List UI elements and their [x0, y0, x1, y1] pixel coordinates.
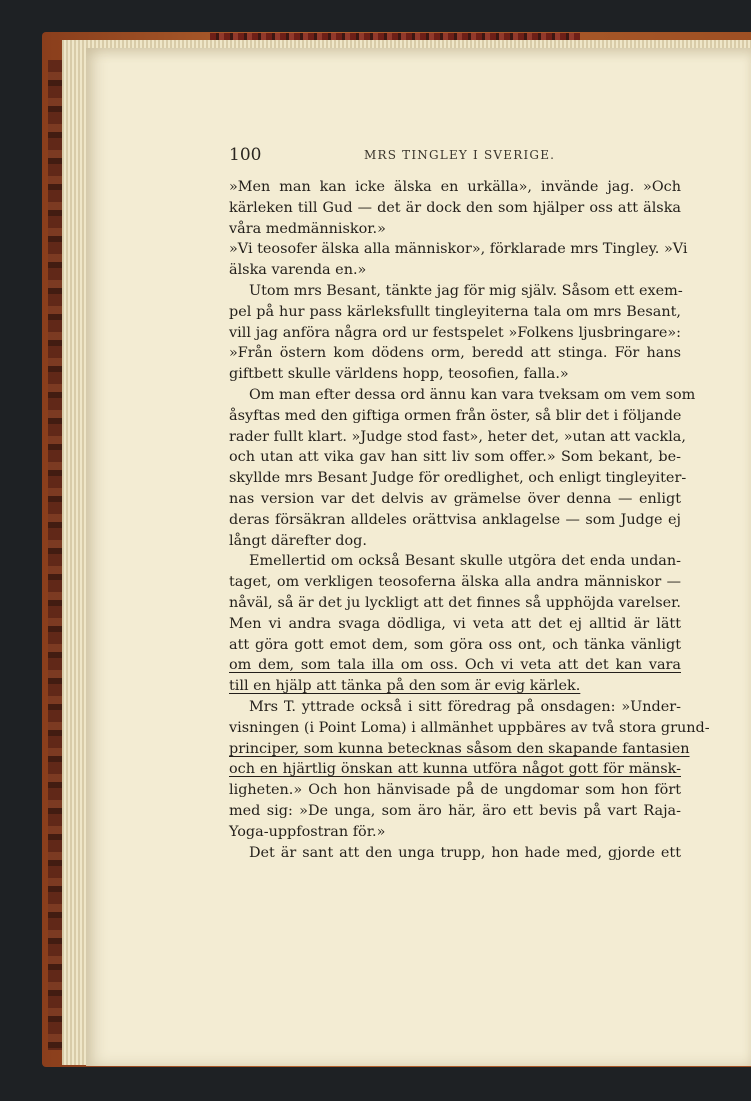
text-line: taget, om verkligen teosoferna älska alla andra människor —: [229, 574, 681, 591]
text-line: Emellertid om också Besant skulle utgöra det enda undan-: [249, 553, 681, 570]
book-spine: [48, 60, 62, 1050]
text-line: deras försäkran alldeles orättvisa anklagelse — som Judge ej: [229, 511, 681, 528]
text-line: älska varenda en.»: [229, 262, 367, 279]
text-line: pel på hur pass kärleksfullt tingleyiterna tala om mrs Besant,: [229, 303, 681, 320]
text-line: ligheten.» Och hon hänvisade på de ungdomar som hon fört: [229, 782, 681, 799]
text-line: och utan att vika gav han sitt liv som offer.» Som bekant, be-: [229, 449, 681, 466]
text-line: om dem, som tala illa om oss. Och vi veta att det kan vara: [229, 657, 681, 674]
running-title: MRS TINGLEY I SVERIGE.: [364, 148, 556, 162]
text-line: visningen (i Point Loma) i allmänhet uppbäres av två stora grund-: [229, 719, 710, 736]
text-line: våra medmänniskor.»: [229, 220, 386, 237]
text-line: kärleken till Gud — det är dock den som hjälper oss att älska: [229, 199, 681, 216]
text-line: »Från östern kom dödens orm, beredd att stinga. För hans: [229, 345, 681, 362]
text-line: »Men man kan icke älska en urkälla», invände jag. »Och: [229, 179, 681, 195]
text-line: Yoga-uppfostran för.»: [229, 823, 386, 840]
text-line: nas version var det delvis av grämelse över denna — enligt: [229, 490, 681, 507]
text-line: giftbett skulle världens hopp, teosofien, falla.»: [229, 366, 569, 383]
text-line: långt därefter dog.: [229, 532, 367, 549]
text-line: med sig: »De unga, som äro här, äro ett bevis på vart Raja-: [229, 802, 681, 819]
text-line: rader fullt klart. »Judge stod fast», heter det, »utan att vackla,: [229, 428, 686, 445]
text-line: att göra gott emot dem, som göra oss ont, och tänka vänligt: [229, 636, 681, 653]
text-line: nåväl, så är det ju lyckligt att det finnes så upphöjda varelser.: [229, 594, 681, 611]
text-line: Mrs T. yttrade också i sitt föredrag på onsdagen: »Under-: [249, 698, 681, 715]
text-line: och en hjärtlig önskan att kunna utföra något gott för mänsk-: [229, 761, 681, 778]
text-line: skyllde mrs Besant Judge för oredlighet, och enligt tingleyiter-: [229, 470, 687, 487]
text-line: Utom mrs Besant, tänkte jag för mig själv. Såsom ett exem-: [249, 282, 683, 299]
running-head: [229, 145, 684, 167]
text-line: Om man efter dessa ord ännu kan vara tveksam om vem som: [249, 386, 696, 403]
text-line: »Vi teosofer älska alla människor», förklarade mrs Tingley. »Vi: [229, 241, 688, 258]
text-line: principer, som kunna betecknas såsom den skapande fantasien: [229, 740, 690, 757]
text-line: vill jag anföra några ord ur festspelet »Folkens ljusbringare»:: [229, 324, 681, 341]
page-number: 100: [229, 145, 262, 165]
text-line: åsyftas med den giftiga ormen från öster, så blir det i följande: [229, 407, 682, 424]
text-line: till en hjälp att tänka på den som är evig kärlek.: [229, 678, 581, 695]
body-text: [229, 177, 710, 863]
text-line: Det är sant att den unga trupp, hon hade med, gjorde ett: [249, 844, 681, 861]
text-line: Men vi andra svaga dödliga, vi veta att det ej alltid är lätt: [229, 615, 681, 632]
